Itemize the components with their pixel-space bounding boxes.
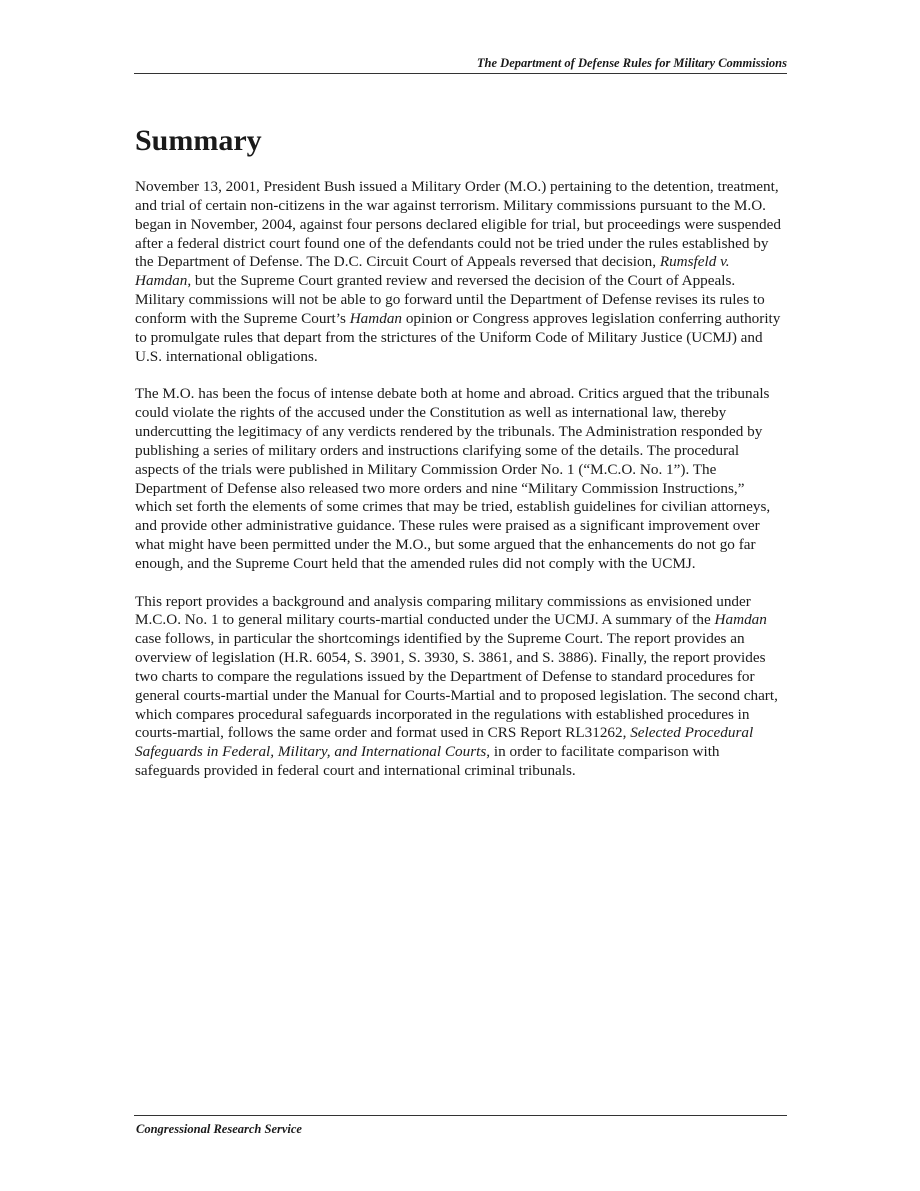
case-name-hamdan: Hamdan [349, 309, 403, 327]
paragraph-2 [135, 385, 785, 573]
paragraph-1-text-b: , but the Supreme Court granted review and reversed the decision of the Court of Appeals. Military commissions will not be able to go forward until the Department of Defense revises its rules to conform with the Supreme Court’s [135, 272, 765, 327]
summary-body [135, 178, 785, 800]
section-heading: Summary [135, 124, 262, 157]
footer-rule [134, 1115, 787, 1116]
case-name-hamdan-2: Hamdan [714, 611, 767, 629]
case-name-rumsfeld-v-hamdan: Rumsfeld v. Hamdan [135, 253, 730, 290]
header-rule [134, 73, 787, 74]
paragraph-1-text-a: November 13, 2001, President Bush issued a Military Order (M.O.) pertaining to the detention, treatment, and trial of certain non-citizens in the war against terrorism. Military commissions pursuant to the M.O. began in November, 2004, against four persons declared eligible for trial, but proceedings were suspended after a federal district court found one of the defendants could not be tried under the rules established by the Department of Defense. The D.C. Circuit Court of Appeals reversed that decision, [135, 178, 781, 271]
paragraph-2-text: The M.O. has been the focus of intense debate both at home and abroad. Critics argued that the tribunals could violate the rights of the accused under the Constitution as well as international law, thereby undercutting the legitimacy of any verdicts rendered by the tribunals. The Administration responded by publishing a series of military orders and instructions clarifying some of the details. The procedural aspects of the trials were published in Military Commission Order No. 1 (“M.C.O. No. 1”). The Department of Defense also released two more orders and nine “Military Commission Instructions,” which set forth the elements of some crimes that may be tried, establish guidelines for civilian attorneys, and provide other administrative guidance. These rules were praised as a significant improvement over what might have been permitted under the M.O., but some argued that the enhancements do not go far enough, and the Supreme Court held that the amended rules did not comply with the UCMJ. [135, 385, 771, 572]
running-header: The Department of Defense Rules for Military Commissions [476, 56, 787, 70]
paragraph-3 [135, 593, 785, 781]
report-title: Selected Procedural Safeguards in Federal, Military, and International Courts [135, 724, 754, 761]
running-footer: Congressional Research Service [136, 1122, 302, 1136]
paragraph-3-text-c: , in order to facilitate comparison with safeguards provided in federal court and international criminal tribunals. [135, 743, 720, 780]
paragraph-1-text-c: opinion or Congress approves legislation conferring authority to promulgate rules that depart from the strictures of the Uniform Code of Military Justice (UCMJ) and U.S. international obligations. [135, 309, 781, 365]
paragraph-3-text-b: case follows, in particular the shortcomings identified by the Supreme Court. The report provides an overview of legislation (H.R. 6054, S. 3901, S. 3930, S. 3861, and S. 3886). Finally, the report provides two charts to compare the regulations issued by the Department of Defense to standard procedures for general courts-martial under the Manual for Courts-Martial and to proposed legislation. The second chart, which compares procedural safeguards incorporated in the regulations with established procedures in courts-martial, follows the same order and format used in CRS Report RL31262, [135, 630, 778, 742]
paragraph-1 [135, 178, 785, 366]
paragraph-3-text-a: This report provides a background and analysis comparing military commissions as envisioned under M.C.O. No. 1 to general military courts-martial conducted under the UCMJ. A summary of the [135, 592, 751, 629]
